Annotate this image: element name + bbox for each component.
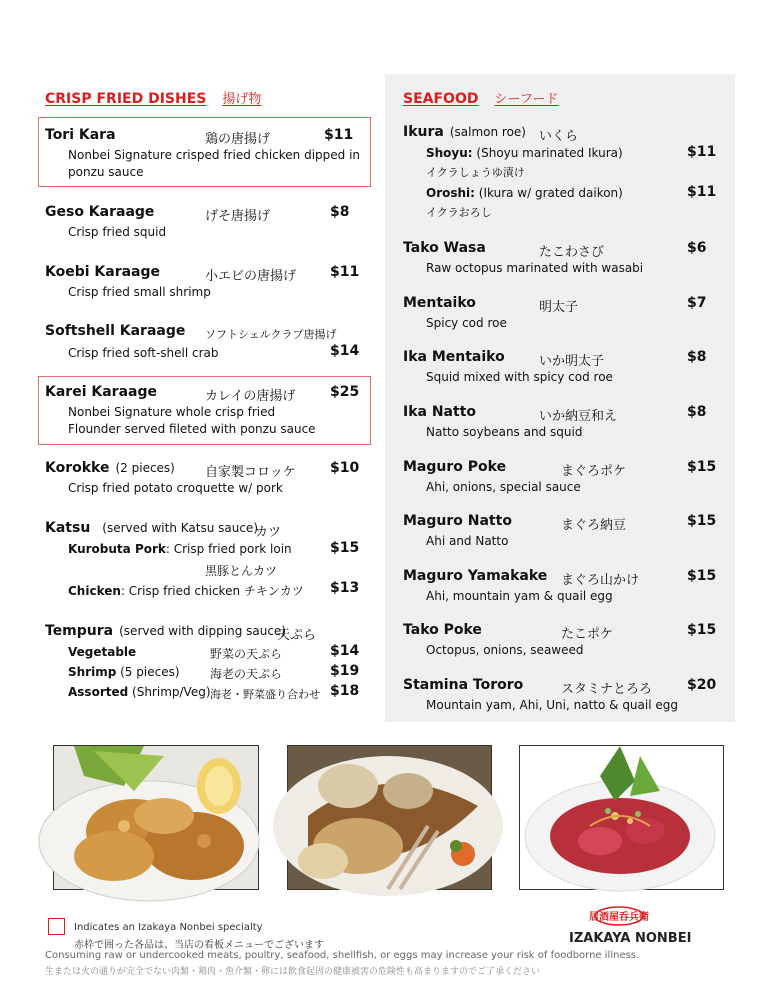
item-jp: 鶏の唐揚げ: [205, 132, 271, 147]
item-jp: 小エビの唐揚げ: [205, 269, 297, 284]
item-name: Geso Karaage: [45, 204, 155, 220]
item-desc: Crisp fried squid: [68, 225, 167, 239]
item-price: $15: [687, 513, 717, 529]
item-price: $6: [687, 240, 707, 256]
item-jp: 自家製コロッケ: [205, 465, 296, 480]
tempura-sub: [45, 643, 360, 663]
menu-item-koebi-karaage: [45, 264, 360, 301]
sub-jp: 海老の天ぷら: [210, 667, 283, 681]
svg-text:居酒屋呑兵衛: 居酒屋呑兵衛: [589, 912, 649, 923]
item-desc-2: ponzu sauce: [68, 165, 144, 179]
item-desc: Raw octopus marinated with wasabi: [426, 261, 644, 275]
item-name: Maguro Poke: [403, 459, 507, 475]
maguro-poke-image: [520, 746, 723, 889]
item-jp: まぐろ納豆: [561, 518, 627, 533]
item-name: Tako Wasa: [403, 240, 486, 256]
item-desc: Ahi, onions, special sauce: [426, 480, 581, 494]
menu-item-tori-kara: [45, 127, 360, 181]
item-desc: Mountain yam, Ahi, Uni, natto & quail egg: [426, 698, 678, 712]
item-jp: カツ: [255, 525, 282, 540]
item-price: $15: [687, 568, 717, 584]
katsu-kurobuta: [45, 540, 360, 580]
item-jp: 天ぷら: [277, 628, 317, 643]
sub-label: Assorted: [68, 685, 129, 699]
sub-desc: (Ikura w/ grated daikon): [474, 186, 623, 200]
item-name: Mentaiko: [403, 295, 476, 311]
item-price: $20: [687, 677, 717, 693]
item-name: Katsu (served with Katsu sauce): [45, 520, 258, 536]
warning-text-jp: 生または火の通りが完全でない肉類・鶏肉・魚介類・卵には飲食起因の健康被害の危険性も高まりますのでご了承ください: [45, 967, 541, 977]
item-price: $25: [330, 384, 360, 400]
item-jp: まぐろ山かけ: [561, 573, 640, 588]
item-jp: げそ唐揚げ: [205, 209, 271, 224]
menu-item-maguro-poke: [403, 459, 723, 496]
tempura-sub: [45, 683, 360, 703]
item-name: Ikura (salmon roe): [403, 124, 526, 140]
sub-label: Vegetable: [68, 645, 137, 659]
menu-item-karei-karaage: [45, 384, 360, 438]
item-jp: まぐろポケ: [561, 464, 627, 479]
crisp-fried-heading-jp: 揚げ物: [222, 92, 262, 107]
menu-item-ika-natto: [403, 404, 723, 441]
item-note: (salmon roe): [449, 125, 526, 139]
sub-label: Chicken: [68, 584, 121, 598]
menu-item-tako-poke: [403, 622, 723, 659]
item-price: $14: [330, 343, 360, 359]
menu-item-softshell-karaage: [45, 323, 360, 363]
crisp-fried-heading-en: CRISP FRIED DISHES: [45, 91, 207, 107]
ikura-sub: [403, 144, 723, 184]
item-jp: スタミナとろろ: [561, 682, 653, 697]
item-desc: Nonbei Signature crisped fried chicken dipped in: [68, 148, 361, 162]
menu-item-ika-mentaiko: [403, 349, 723, 386]
katsu-chicken: [45, 580, 360, 600]
item-desc: Natto soybeans and squid: [426, 425, 583, 439]
item-price: $7: [687, 295, 707, 311]
photo-fried-chicken: [53, 745, 259, 890]
item-desc: Crisp fried small shrimp: [68, 285, 211, 299]
sub-price: $13: [330, 580, 360, 596]
sub-desc: : Crisp fried pork loin: [165, 542, 292, 556]
seafood-heading: [403, 88, 558, 107]
item-price: $15: [687, 459, 717, 475]
item-jp: カレイの唐揚げ: [205, 389, 296, 404]
specialty-legend-box: [48, 918, 65, 935]
sub-label: Kurobuta Pork: [68, 542, 166, 556]
fried-chicken-image: [54, 746, 258, 889]
item-desc: Ahi, mountain yam & quail egg: [426, 589, 613, 603]
tempura-sub: [45, 663, 360, 683]
item-price: $11: [330, 264, 360, 280]
sub-desc: : Crisp fried chicken チキンカツ: [120, 584, 304, 598]
item-desc: Crisp fried soft-shell crab: [68, 346, 219, 360]
item-price: $8: [330, 204, 350, 220]
menu-item-geso-karaage: [45, 204, 360, 241]
item-name: Ika Natto: [403, 404, 477, 420]
nonbei-logo: [589, 906, 649, 926]
sub-price: $11: [687, 144, 717, 160]
item-name: Stamina Tororo: [403, 677, 524, 693]
item-name: Tempura (served with dipping sauce): [45, 623, 286, 639]
item-name: Softshell Karaage: [45, 323, 186, 339]
item-desc: Spicy cod roe: [426, 316, 507, 330]
menu-item-maguro-yamakake: [403, 568, 723, 605]
brand-name: IZAKAYA NONBEI: [569, 931, 692, 946]
item-jp: ソフトシェルクラブ唐揚げ: [205, 328, 337, 341]
sub-jp: イクラしょうゆ漬け: [426, 166, 525, 179]
item-jp: 明太子: [539, 300, 579, 315]
sub-price: $11: [687, 184, 717, 200]
item-name: Tako Poke: [403, 622, 482, 638]
ikura-sub: [403, 184, 723, 224]
crisp-fried-heading: [45, 88, 261, 107]
menu-item-ikura: [403, 124, 723, 224]
menu-item-mentaiko: [403, 295, 723, 332]
item-name: Koebi Karaage: [45, 264, 161, 280]
warning-text-en: Consuming raw or undercooked meats, poultry, seafood, shellfish, or eggs may increase your risk of foodborne illness.: [45, 950, 640, 961]
sub-label: Shrimp: [68, 665, 117, 679]
photo-karei-karaage: [287, 745, 492, 890]
menu-item-katsu: [45, 520, 360, 600]
item-name: Ika Mentaiko: [403, 349, 505, 365]
sub-price: $19: [330, 663, 360, 679]
item-name: Korokke (2 pieces): [45, 460, 175, 476]
sub-label: Shoyu:: [426, 146, 473, 160]
item-price: $11: [324, 127, 354, 143]
item-price: $8: [687, 404, 707, 420]
item-name: Maguro Natto: [403, 513, 512, 529]
item-note: (2 pieces): [115, 461, 175, 475]
item-desc: Octopus, onions, seaweed: [426, 643, 584, 657]
item-name: Karei Karaage: [45, 384, 157, 400]
sub-jp: 海老・野菜盛り合わせ: [210, 688, 320, 701]
photo-maguro-poke: [519, 745, 724, 890]
sub-jp: 黒豚とんカツ: [205, 564, 278, 578]
item-desc: Squid mixed with spicy cod roe: [426, 370, 613, 384]
menu-item-maguro-natto: [403, 513, 723, 550]
legend-text-jp: 赤枠で囲った各品は、当店の看板メニューでございます: [74, 940, 324, 951]
item-note: (served with dipping sauce): [119, 624, 286, 638]
seafood-heading-jp: シーフード: [494, 92, 559, 107]
item-price: $8: [687, 349, 707, 365]
menu-item-stamina-tororo: [403, 677, 723, 714]
item-price: $10: [330, 460, 360, 476]
item-name: Maguro Yamakake: [403, 568, 548, 584]
sub-jp: イクラおろし: [426, 206, 492, 219]
item-desc: Nonbei Signature whole crisp fried: [68, 405, 276, 419]
sub-price: $18: [330, 683, 360, 699]
karei-karaage-image: [288, 746, 491, 889]
sub-desc: (Shrimp/Veg): [128, 685, 211, 699]
sub-label: Oroshi:: [426, 186, 475, 200]
item-desc-2: Flounder served fileted with ponzu sauce: [68, 422, 316, 436]
sub-price: $15: [330, 540, 360, 556]
menu-item-korokke: [45, 460, 360, 497]
item-desc: Ahi and Natto: [426, 534, 509, 548]
item-jp: たこポケ: [561, 627, 614, 642]
sub-desc: (5 pieces): [116, 665, 180, 679]
item-jp: いくら: [539, 129, 579, 144]
sub-price: $14: [330, 643, 360, 659]
logo-icon: [589, 906, 649, 926]
seafood-heading-en: SEAFOOD: [403, 91, 479, 107]
item-note: (served with Katsu sauce): [102, 521, 258, 535]
item-jp: たこわさび: [539, 245, 605, 260]
item-name: Tori Kara: [45, 127, 116, 143]
sub-jp: 野菜の天ぷら: [210, 647, 283, 661]
item-jp: いか明太子: [539, 354, 605, 369]
item-jp: いか納豆和え: [539, 409, 618, 424]
menu-item-tako-wasa: [403, 240, 723, 277]
menu-item-tempura: [45, 623, 360, 703]
item-price: $15: [687, 622, 717, 638]
legend-text-en: Indicates an Izakaya Nonbei specialty: [74, 922, 263, 933]
sub-desc: (Shoyu marinated Ikura): [472, 146, 623, 160]
item-desc: Crisp fried potato croquette w/ pork: [68, 481, 283, 495]
